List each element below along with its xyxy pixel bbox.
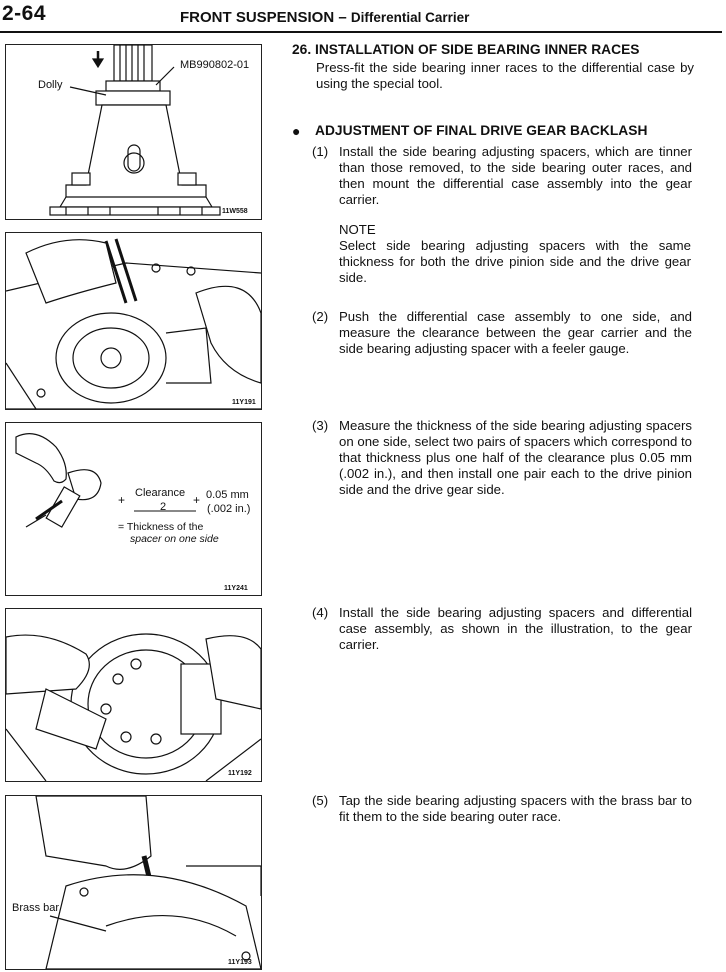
section-title: FRONT SUSPENSION <box>180 9 335 26</box>
page-number: 2-64 <box>2 2 47 25</box>
tool-number-label: MB990802-01 <box>180 59 250 71</box>
step-5 <box>312 793 692 825</box>
figure-code: 11Y191 <box>232 399 256 406</box>
step-2 <box>312 309 692 357</box>
step-number: (5) <box>312 793 329 808</box>
formula-inch: (.002 in.) <box>207 503 251 515</box>
note-label: NOTE <box>339 222 376 237</box>
subsection-title: Differential Carrier <box>350 10 470 25</box>
formula-result-1: = Thickness of the <box>118 521 204 533</box>
title-dash: – <box>334 9 351 26</box>
figure-install-inner-race <box>5 232 262 410</box>
formula-plus-1: + <box>118 493 126 507</box>
figure-special-tool <box>5 44 262 220</box>
step-number: (3) <box>312 418 329 433</box>
figure-code: 11Y192 <box>228 770 252 777</box>
note-block <box>339 222 691 286</box>
figure-install-case <box>5 608 262 782</box>
step-1 <box>312 144 692 208</box>
section-26 <box>292 42 694 92</box>
step-text: Install the side bearing adjusting spacers and differential case assembly, as shown in the illustration, to the gear carrier. <box>339 605 692 652</box>
step-number: (4) <box>312 605 329 620</box>
section-26-body: Press-fit the side bearing inner races to the differential case by using the special tool. <box>316 60 694 91</box>
step-text: Tap the side bearing adjusting spacers with the brass bar to fit them to the side bearing outer race. <box>339 793 692 824</box>
brass-bar-label: Brass bar <box>12 902 60 914</box>
formula-denominator: 2 <box>160 501 167 513</box>
step-text: Install the side bearing adjusting spacers, which are tinner than those removed, to the side bearing outer races, and then mount the differential case assembly into the gear carrier. <box>339 144 692 207</box>
step-text: Push the differential case assembly to one side, and measure the clearance between the gear carrier and the side bearing adjusting spacer with a feeler gauge. <box>339 309 692 356</box>
page-title <box>180 9 469 26</box>
page-header <box>0 0 726 34</box>
figure-code: 11Y193 <box>228 959 252 966</box>
step-number: (2) <box>312 309 329 324</box>
step-number: (1) <box>312 144 329 159</box>
step-4 <box>312 605 692 653</box>
step-3 <box>312 418 692 498</box>
figure-code: 11W558 <box>222 208 248 215</box>
bullet-icon: ● <box>292 123 301 139</box>
note-text: Select side bearing adjusting spacers with the same thickness for both the drive pinion side and the drive gear side. <box>339 238 691 285</box>
dolly-label: Dolly <box>38 79 63 91</box>
figure-code: 11Y241 <box>224 585 248 592</box>
figure-brass-bar <box>5 795 262 970</box>
formula-plus-2: + <box>193 493 201 507</box>
section-26-heading: 26. INSTALLATION OF SIDE BEARING INNER RACES <box>292 42 640 57</box>
step-text: Measure the thickness of the side bearing adjusting spacers on one side, select two pairs of spacers which correspond to that thickness plus one half of the clearance plus 0.05 mm (.002 in.), and then install one pair each to the drive pinion side and the drive gear side. <box>339 418 692 497</box>
adjustment-heading: ADJUSTMENT OF FINAL DRIVE GEAR BACKLASH <box>315 123 648 138</box>
formula-numerator: Clearance <box>135 487 186 499</box>
formula-result-2: spacer on one side <box>130 533 219 545</box>
formula-mm: 0.05 mm <box>206 489 249 501</box>
figure-feeler-gauge <box>5 422 262 596</box>
header-rule <box>0 31 722 33</box>
